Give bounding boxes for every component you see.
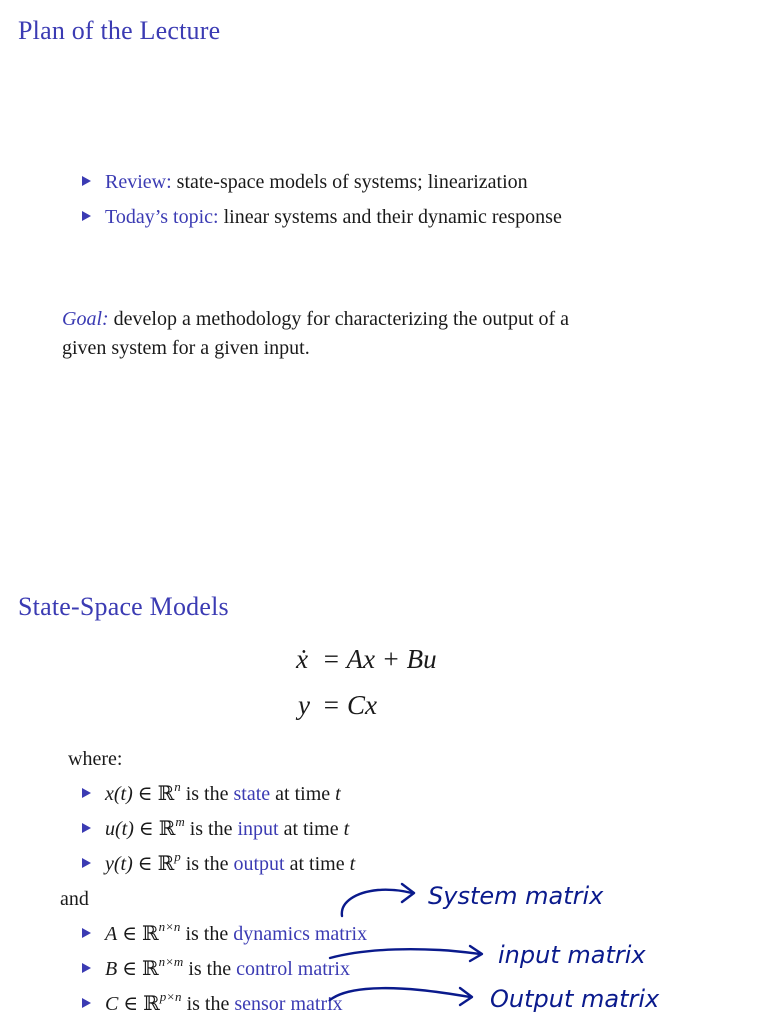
list-item bbox=[82, 205, 562, 240]
annotation-arrow-icon bbox=[330, 949, 480, 958]
equation-rhs: = Ax + Bu bbox=[322, 644, 437, 674]
list-item: u(t) ∈ ℝ$^m$ is the input at time t bbox=[82, 817, 355, 852]
list-item: y(t) ∈ ℝ$^p$ is the output at time t bbox=[82, 852, 355, 887]
goal-line-1: develop a methodology for characterizing the output of a bbox=[108, 308, 570, 330]
handwritten-annotations bbox=[0, 580, 768, 1024]
where-label: where: bbox=[68, 748, 123, 770]
slide-title: Plan of the Lecture bbox=[18, 16, 221, 45]
list-item: C ∈ ℝ$^{p\times n}$ is the sensor matrix bbox=[82, 992, 367, 1027]
bullet-triangle-icon bbox=[82, 176, 91, 186]
list-item bbox=[82, 170, 562, 205]
review-text: state-space models of systems; linearization bbox=[171, 171, 528, 193]
note-input-matrix: input matrix bbox=[498, 941, 646, 969]
bullet-triangle-icon bbox=[82, 211, 91, 221]
goal-line-2: given system for a given input. bbox=[62, 337, 310, 359]
goal-label: Goal: bbox=[62, 308, 109, 330]
dynamics-matrix-term: dynamics matrix bbox=[233, 923, 368, 945]
topic-label: Today’s topic: bbox=[105, 206, 219, 228]
and-label: and bbox=[60, 888, 89, 910]
sensor-matrix-term: sensor matrix bbox=[234, 993, 343, 1015]
equation-lhs: ẋ bbox=[296, 644, 308, 674]
note-system-matrix: System matrix bbox=[428, 882, 604, 910]
state-term: state bbox=[233, 783, 271, 805]
annotation-arrow-icon bbox=[330, 988, 470, 1000]
topic-list bbox=[82, 170, 562, 240]
equation-rhs: = Cx bbox=[322, 690, 377, 720]
control-matrix-term: control matrix bbox=[236, 958, 350, 980]
list-item: A ∈ ℝ$^{n\times n}$ is the dynamics matrix bbox=[82, 922, 367, 957]
review-label: Review: bbox=[105, 171, 172, 193]
list-item: B ∈ ℝ$^{n\times m}$ is the control matrix bbox=[82, 957, 367, 992]
slide-title: State-Space Models bbox=[18, 592, 229, 621]
topic-text: linear systems and their dynamic response bbox=[218, 206, 562, 228]
input-term: input bbox=[237, 818, 279, 840]
slide-state-space-models bbox=[0, 580, 768, 1024]
goal-paragraph bbox=[62, 305, 569, 363]
output-term: output bbox=[233, 853, 285, 875]
note-output-matrix: Output matrix bbox=[490, 985, 660, 1013]
equation-lhs: y bbox=[298, 690, 310, 720]
list-item: x(t) ∈ ℝ$^n$ is the state at time t bbox=[82, 782, 355, 817]
